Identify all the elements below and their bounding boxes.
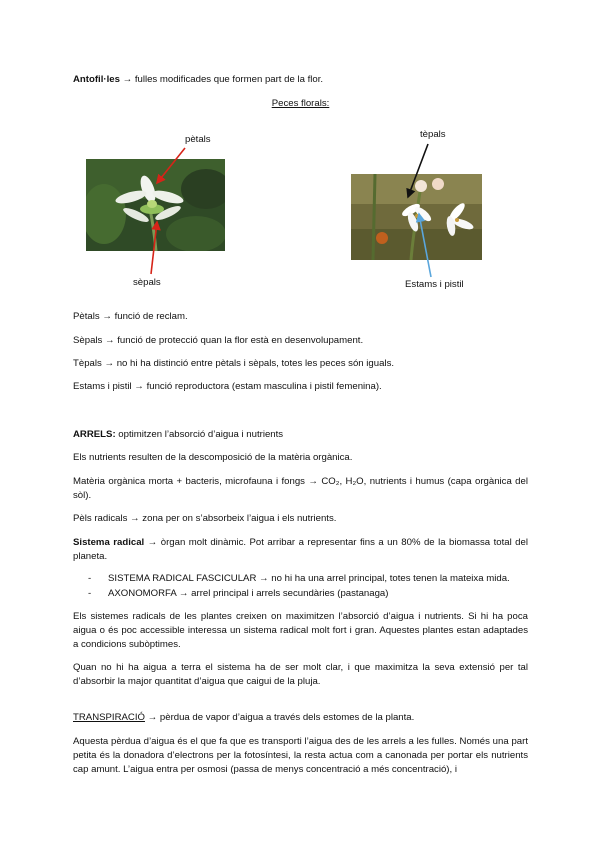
bullet-axonomorfa-text: AXONOMORFA → arrel principal i arrels secundàries (pastanaga) <box>108 588 389 599</box>
arrels-p6: Quan no hi ha aigua a terra el sistema ha de ser molt clar, i que maximitza la seva extensió per tal d’absorbir la major quantitat d’aigua que caigui de la pluja. <box>73 662 528 687</box>
label-sepals: sèpals <box>133 277 161 288</box>
arrels-subtitle: optimitzen l’absorció d’aigua i nutrients <box>115 429 284 440</box>
sistema-radical-term: Sistema radical <box>73 537 145 548</box>
bullet-fascicular-text: SISTEMA RADICAL FASCICULAR → no hi ha una arrel principal, totes tenen la mateixa mida. <box>108 573 510 584</box>
bullet-axonomorfa <box>88 587 388 601</box>
label-tepals: tèpals <box>420 129 446 140</box>
arrow-sepals <box>151 222 157 274</box>
arrels-title: ARRELS: <box>73 429 116 440</box>
transpiracio-title: TRANSPIRACIÓ <box>73 712 145 723</box>
bullet-dash: - <box>88 573 92 584</box>
label-petals: pètals <box>185 134 211 145</box>
arrow-estams <box>419 214 431 277</box>
def-petals: Pètals → funció de reclam. <box>73 311 188 322</box>
antofil-term: Antofil·les <box>73 74 120 85</box>
sistema-radical-def: → òrgan molt dinàmic. Pot arribar a representar fins a un 80% de la biomassa total del planeta. <box>73 537 528 562</box>
antofil-def: → fulles modificades que formen part de la flor. <box>119 74 324 85</box>
transpiracio-subtitle: → pèrdua de vapor d’aigua a través dels estomes de la planta. <box>144 712 415 723</box>
arrow-tepals <box>408 144 428 197</box>
arrels-p3: Pèls radicals → zona per on s’absorbeix l’aigua i els nutrients. <box>73 513 337 524</box>
transpiracio-heading <box>73 711 528 725</box>
bullet-fascicular <box>88 572 510 586</box>
peces-florals-title: Peces florals: <box>271 98 330 109</box>
transpiracio-p1: Aquesta pèrdua d’aigua és el que fa que es transporti l’aigua des de les arrels a les fulles. Només una part petita és la donadora d’electrons per la fotosíntesi, la resta actua com a canonada per portar els nutrients cap amunt. L’aigua entra per osmosi (passa de menys concentració a més concentració), i <box>73 736 528 775</box>
label-estams: Estams i pistil <box>405 279 464 290</box>
bullet-dash: - <box>88 588 92 599</box>
def-estams: Estams i pistil → funció reproductora (estam masculina i pistil femenina). <box>73 381 382 392</box>
arrow-petals <box>157 148 185 183</box>
arrels-p5: Els sistemes radicals de les plantes creixen on maximitzen l’absorció d’aigua i nutrients. Si hi ha poca aigua o és poc accessible interessa un sistema radical molt fort i gran. Aquestes plantes estan adaptades a condicions subòptimes. <box>73 611 528 650</box>
arrels-heading <box>73 428 528 442</box>
arrels-p2: Matèria orgànica morta + bacteris, microfauna i fongs → CO₂, H₂O, nutrients i humus (capa orgànica del sòl). <box>73 476 528 501</box>
arrels-p1: Els nutrients resulten de la descomposició de la matèria orgànica. <box>73 452 353 463</box>
arrels-p4 <box>73 536 528 564</box>
def-sepals: Sèpals → funció de protecció quan la flor està en desenvolupament. <box>73 335 364 346</box>
def-tepals: Tèpals → no hi ha distinció entre pètals i sèpals, totes les peces són iguals. <box>73 358 395 369</box>
